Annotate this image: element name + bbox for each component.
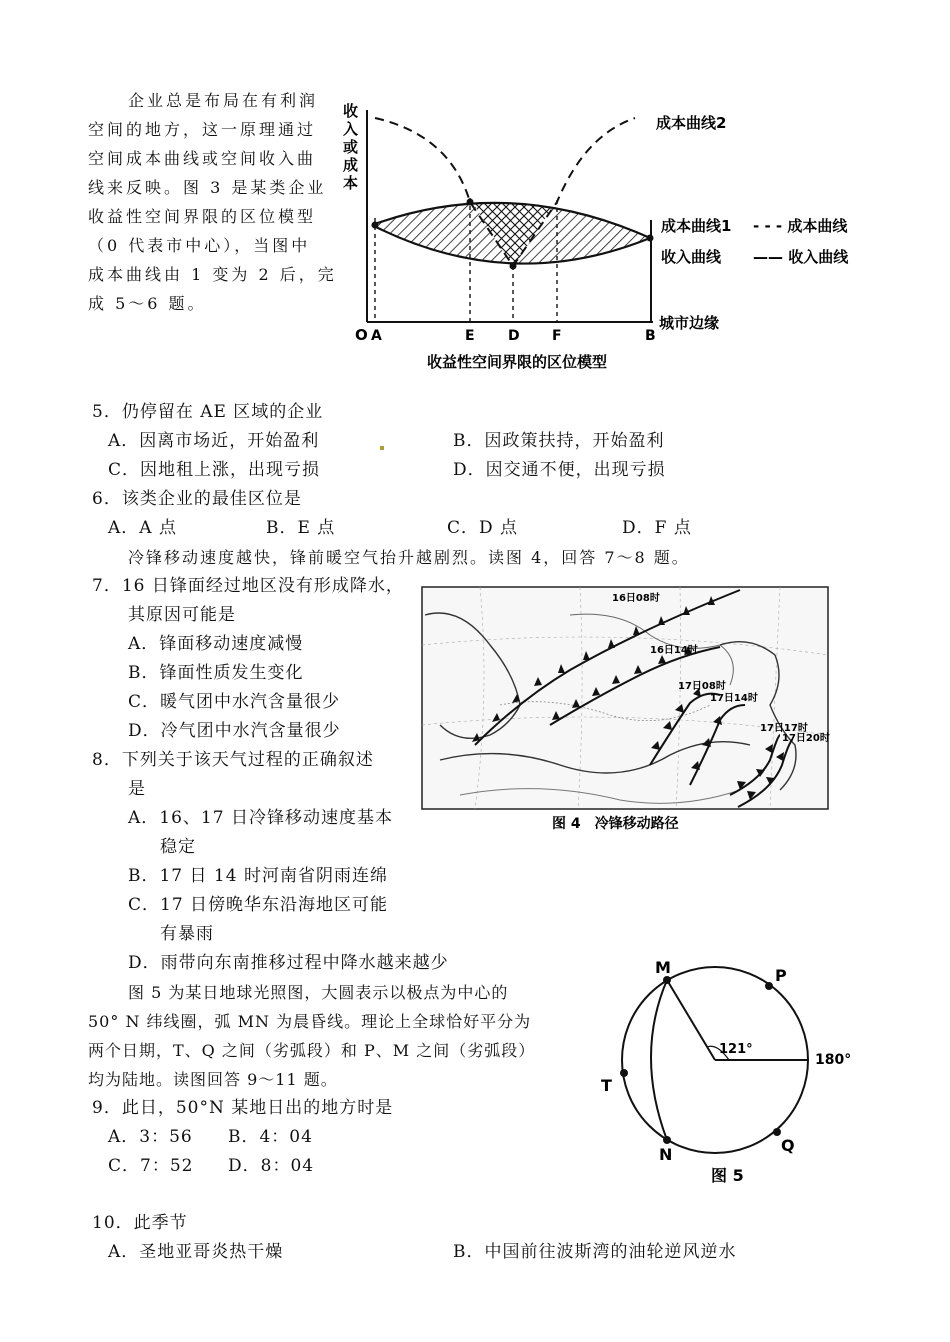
question-7-stem: 7．16 日锋面经过地区没有形成降水， bbox=[92, 576, 404, 596]
question-10-stem: 10．此季节 bbox=[92, 1213, 188, 1233]
point-t: T bbox=[601, 1076, 612, 1095]
intro-9-11-line: 两个日期，T、Q 之间（劣弧段）和 P、M 之间（劣弧段） bbox=[88, 1041, 536, 1060]
x-label-b: B bbox=[645, 328, 656, 344]
question-7-option-c[interactable]: C．暖气团中水汽含量很少 bbox=[128, 692, 341, 712]
question-8-option-b[interactable]: B．17 日 14 时河南省阴雨连绵 bbox=[128, 866, 388, 886]
question-8-option-a[interactable]: A．16、17 日冷锋移动速度基本 bbox=[128, 808, 393, 828]
intro-line: 成本曲线由 1 变为 2 后，完 bbox=[88, 265, 337, 284]
question-7-option-a[interactable]: A．锋面移动速度减慢 bbox=[128, 634, 304, 654]
intro-line: 空间的地方，这一原理通过 bbox=[88, 120, 317, 139]
question-9-option-d[interactable]: D．8：04 bbox=[228, 1156, 315, 1176]
terminator-arc bbox=[651, 980, 667, 1140]
intro-line: 收益性空间界限的区位模型 bbox=[88, 207, 317, 226]
intro-line: 线来反映。图 3 是某类企业 bbox=[88, 178, 327, 197]
question-10-option-b[interactable]: B．中国前往波斯湾的油轮逆风逆水 bbox=[453, 1242, 737, 1262]
question-9-option-c[interactable]: C．7：52 bbox=[108, 1156, 194, 1176]
front-label: 16日14时 bbox=[650, 645, 698, 656]
question-6-stem: 6．该类企业的最佳区位是 bbox=[92, 489, 302, 509]
question-8-option-d[interactable]: D．雨带向东南推移过程中降水越来越少 bbox=[128, 953, 449, 973]
question-5-option-c[interactable]: C．因地租上涨，出现亏损 bbox=[108, 460, 321, 480]
figure-3-location-model bbox=[335, 90, 870, 380]
question-8-stem-cont: 是 bbox=[128, 779, 146, 799]
legend-income: —— 收入曲线 bbox=[753, 248, 849, 266]
intro-line: （0 代表市中心），当图中 bbox=[88, 236, 311, 255]
intro-9-11-line: 50° N 纬线圈，弧 MN 为晨昏线。理论上全球恰好平分为 bbox=[88, 1012, 532, 1031]
question-6-option-b[interactable]: B．E 点 bbox=[266, 518, 336, 538]
question-6-option-c[interactable]: C．D 点 bbox=[447, 518, 519, 538]
question-10-option-a[interactable]: A．圣地亚哥炎热干燥 bbox=[108, 1242, 284, 1262]
question-7-stem-cont: 其原因可能是 bbox=[128, 605, 236, 625]
point-n: N bbox=[659, 1145, 673, 1164]
question-9-option-a[interactable]: A．3：56 bbox=[108, 1127, 193, 1147]
point-p: P bbox=[775, 966, 787, 985]
question-9-option-b[interactable]: B．4：04 bbox=[228, 1127, 313, 1147]
question-5-option-b[interactable]: B．因政策扶持，开始盈利 bbox=[453, 431, 665, 451]
intro-9-11-line: 均为陆地。读图回答 9～11 题。 bbox=[88, 1070, 338, 1089]
x-label-o: O bbox=[355, 326, 368, 344]
front-label: 17日08时 bbox=[678, 681, 726, 692]
question-5-stem: 5．仍停留在 AE 区域的企业 bbox=[92, 402, 324, 422]
question-8-stem: 8．下列关于该天气过程的正确叙述 bbox=[92, 750, 374, 770]
longitude-label: 180° bbox=[815, 1052, 852, 1068]
angle-label: 121° bbox=[719, 1042, 753, 1057]
y-axis-label: 成 bbox=[343, 156, 359, 174]
x-label-d: D bbox=[508, 328, 520, 344]
y-axis-label: 本 bbox=[343, 174, 359, 192]
question-8-option-a-cont[interactable]: 稳定 bbox=[160, 837, 196, 857]
question-9-stem: 9．此日，50°N 某地日出的地方时是 bbox=[92, 1098, 394, 1118]
question-8-option-c[interactable]: C．17 日傍晚华东沿海地区可能 bbox=[128, 895, 389, 915]
front-label: 17日17时 bbox=[760, 723, 808, 734]
question-8-option-c-cont[interactable]: 有暴雨 bbox=[160, 924, 214, 944]
figure-4-caption: 图 4 冷锋移动路径 bbox=[552, 816, 679, 832]
income-curve-label: 收入曲线 bbox=[661, 248, 722, 266]
question-6-option-d[interactable]: D．F 点 bbox=[622, 518, 692, 538]
point-q: Q bbox=[781, 1136, 795, 1155]
x-label-e: E bbox=[465, 328, 475, 344]
intro-line: 成 5～6 题。 bbox=[88, 294, 207, 313]
cost-curve-1-label: 成本曲线1 bbox=[661, 217, 732, 235]
y-axis-label: 收 bbox=[343, 102, 359, 120]
intro-line: 空间成本曲线或空间收入曲 bbox=[88, 149, 317, 168]
question-6-option-a[interactable]: A．A 点 bbox=[108, 518, 177, 538]
front-label: 17日14时 bbox=[710, 693, 758, 704]
stray-dot bbox=[380, 446, 384, 450]
cost-curve-2-label: 成本曲线2 bbox=[656, 114, 727, 132]
intro-7-8: 冷锋移动速度越快，锋前暖空气抬升越剧烈。读图 4，回答 7～8 题。 bbox=[128, 548, 690, 567]
y-axis-label: 入 bbox=[343, 120, 359, 138]
legend-cost: - - - 成本曲线 bbox=[753, 217, 848, 235]
figure-4-cold-front-map bbox=[420, 585, 830, 835]
figure-5-caption: 图 5 bbox=[711, 1166, 744, 1185]
x-label-a: A bbox=[371, 328, 382, 344]
city-edge-label: 城市边缘 bbox=[659, 314, 720, 332]
point-m: M bbox=[655, 958, 671, 977]
front-label: 16日08时 bbox=[612, 593, 660, 604]
question-5-option-d[interactable]: D．因交通不便，出现亏损 bbox=[453, 460, 666, 480]
question-5-option-a[interactable]: A．因离市场近，开始盈利 bbox=[108, 431, 320, 451]
x-label-f: F bbox=[552, 328, 562, 344]
figure-5-illumination-diagram bbox=[595, 955, 865, 1195]
question-7-option-d[interactable]: D．冷气团中水汽含量很少 bbox=[128, 721, 341, 741]
front-label: 17日20时 bbox=[782, 733, 830, 744]
intro-line: 企业总是布局在有利润 bbox=[128, 91, 319, 110]
y-axis-label: 或 bbox=[343, 138, 359, 156]
figure-3-caption: 收益性空间界限的区位模型 bbox=[427, 353, 608, 371]
intro-9-11-line: 图 5 为某日地球光照图，大圆表示以极点为中心的 bbox=[128, 983, 509, 1002]
question-7-option-b[interactable]: B．锋面性质发生变化 bbox=[128, 663, 304, 683]
